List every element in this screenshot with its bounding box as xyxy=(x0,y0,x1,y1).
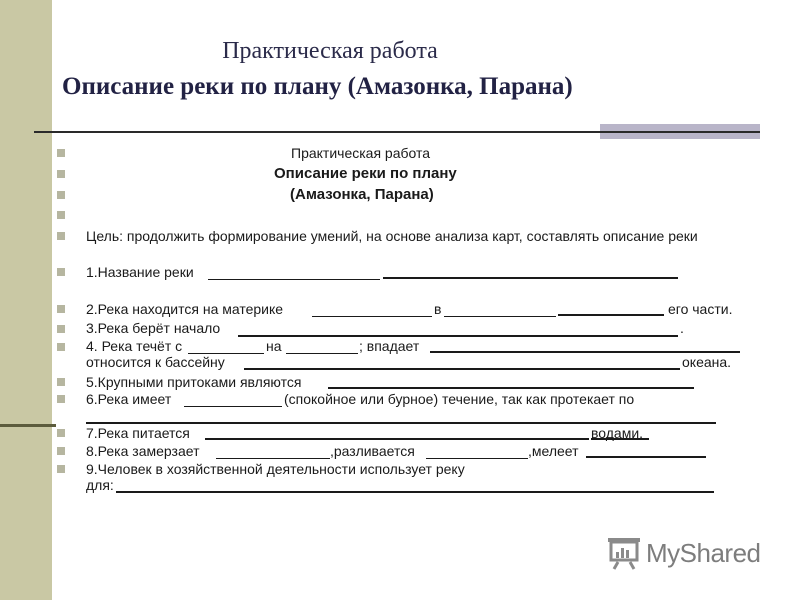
sidebar-divider xyxy=(0,424,56,427)
goal-text: Цель: продолжить формирование умений, на основе анализа карт, составлять описание реки xyxy=(86,228,698,244)
bullet xyxy=(57,465,65,473)
content-heading: Описание реки по плану xyxy=(274,165,457,182)
item-4-to: на xyxy=(266,338,282,354)
item-9-blank xyxy=(116,491,714,493)
item-6-label: 6.Река имеет xyxy=(86,391,172,407)
item-2-blank-part-bold xyxy=(558,314,664,316)
item-7-blank xyxy=(205,438,589,440)
item-8-blank-freeze xyxy=(216,458,330,459)
bullet xyxy=(57,325,65,333)
item-7-tail: водами. xyxy=(591,425,644,441)
item-3-blank xyxy=(238,335,678,337)
item-4-blank-basin xyxy=(244,368,680,370)
bullet xyxy=(57,191,65,199)
item-1-blank-bold xyxy=(383,277,678,279)
item-2-tail: его части. xyxy=(668,301,733,317)
item-7-tail-underline xyxy=(591,438,649,440)
item-8-blank-flood xyxy=(426,458,528,459)
logo-text: MyShared xyxy=(646,537,761,568)
bullet xyxy=(57,447,65,455)
bullet xyxy=(57,305,65,313)
item-8-label: 8.Река замерзает xyxy=(86,443,200,459)
item-8-shallow: ,мелеет xyxy=(528,443,579,459)
myshared-logo xyxy=(606,536,761,570)
left-sidebar-bar xyxy=(0,0,52,600)
item-5-label: 5.Крупными притоками являются xyxy=(86,374,302,390)
bullet xyxy=(57,378,65,386)
item-2-in: в xyxy=(434,301,442,317)
bullet xyxy=(57,268,65,276)
item-1-blank xyxy=(208,279,380,280)
item-4-flows-into: ; впадает xyxy=(359,338,420,354)
bullet xyxy=(57,232,65,240)
content-subheading: (Амазонка, Парана) xyxy=(290,186,434,203)
item-7-label: 7.Река питается xyxy=(86,425,190,441)
item-5-blank xyxy=(328,387,694,389)
item-8-blank-shallow xyxy=(586,456,706,458)
item-2-blank-continent xyxy=(312,316,432,317)
item-4-ocean: океана. xyxy=(682,354,732,370)
bullet xyxy=(57,343,65,351)
item-4-blank-into xyxy=(430,351,740,353)
item-1-label: 1.Название реки xyxy=(86,264,194,280)
item-2-blank-part xyxy=(444,316,556,317)
item-4-label: 4. Река течёт с xyxy=(86,338,183,354)
item-6-blank-relief xyxy=(86,422,716,424)
item-2-label: 2.Река находится на материке xyxy=(86,301,284,317)
title-underline xyxy=(34,131,600,133)
item-3-dot: . xyxy=(680,320,684,336)
presentation-board-icon xyxy=(606,536,642,570)
item-9-label: 9.Человек в хозяйственной деятельности использует реку xyxy=(86,461,465,477)
item-3-label: 3.Река берёт начало xyxy=(86,320,221,336)
bullet xyxy=(57,211,65,219)
item-4-blank-to xyxy=(286,353,358,354)
item-6-blank-current xyxy=(184,406,282,407)
content-title: Практическая работа xyxy=(291,145,431,161)
accent-block-line xyxy=(600,131,760,133)
bullet xyxy=(57,149,65,157)
item-4-basin-label: относится к бассейну xyxy=(86,354,225,370)
item-6-middle: (спокойное или бурное) течение, так как протекает по xyxy=(284,391,635,407)
slide-subtitle: Описание реки по плану (Амазонка, Парана) xyxy=(62,73,573,100)
item-8-flood: ,разливается xyxy=(330,443,415,459)
item-9-for: для: xyxy=(86,477,114,493)
bullet xyxy=(57,395,65,403)
bullet xyxy=(57,429,65,437)
slide-title: Практическая работа xyxy=(222,38,438,64)
bullet xyxy=(57,170,65,178)
